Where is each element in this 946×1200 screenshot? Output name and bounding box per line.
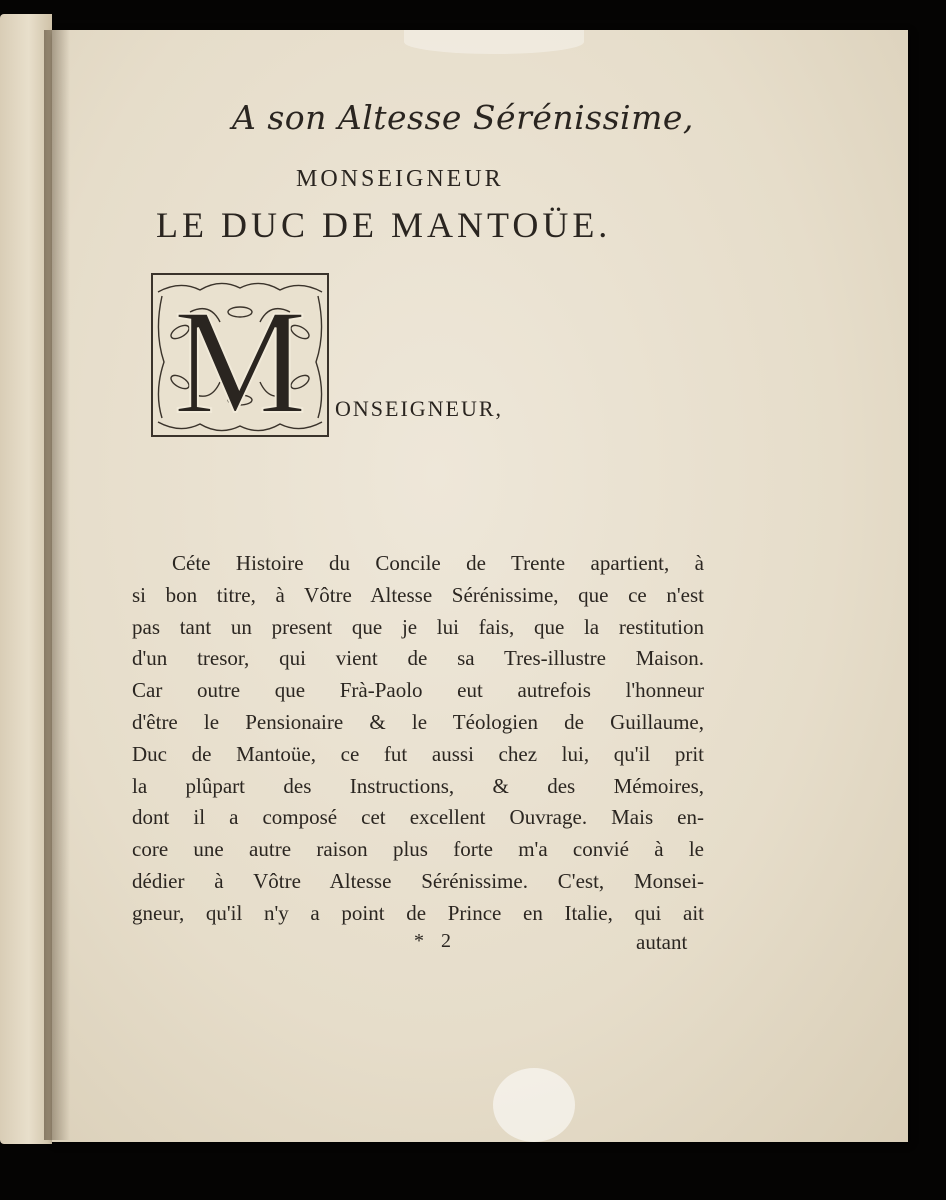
body-line: d'être le Pensionaire & le Téologien de Guillaume, xyxy=(132,709,704,734)
body-line: Car outre que Frà-Paolo eut autrefois l'honneur xyxy=(132,678,704,703)
gutter-shadow xyxy=(44,30,70,1140)
dedication-line: A son Altesse Sérénissime, xyxy=(232,98,694,137)
signature-mark: * 2 xyxy=(414,930,457,952)
title-line-monseigneur: MONSEIGNEUR xyxy=(296,166,504,192)
catchword: autant xyxy=(636,930,688,954)
body-line: dont il a composé cet excellent Ouvrage. Mais en- xyxy=(132,805,704,830)
body-line: dédier à Vôtre Altesse Sérénissime. C'est, Monsei- xyxy=(132,868,704,893)
body-line: pas tant un present que je lui fais, que la restitution xyxy=(132,614,704,639)
body-line: d'un tresor, qui vient de sa Tres-illustre Maison. xyxy=(132,646,704,671)
body-line: Céte Histoire du Concile de Trente apartient, à xyxy=(172,551,704,575)
body-line: si bon titre, à Vôtre Altesse Sérénissime, que ce n'est xyxy=(132,582,704,607)
paper-wear-top xyxy=(404,30,584,54)
body-line: core une autre raison plus forte m'a convié à le xyxy=(132,837,704,862)
body-line: gneur, qu'il n'y a point de Prince en Italie, qui ait xyxy=(132,900,704,925)
paper-spot xyxy=(493,1068,575,1142)
body-line: Duc de Mantoüe, ce fut aussi chez lui, qu'il prit xyxy=(132,741,704,766)
title-line-duc: LE DUC DE MANTOÜE. xyxy=(156,205,612,245)
decorated-initial xyxy=(150,272,330,438)
initial-letter: M xyxy=(173,279,307,438)
dedication-body xyxy=(132,548,704,930)
salutation: ONSEIGNEUR, xyxy=(335,396,504,421)
body-line: la plûpart des Instructions, & des Mémoires, xyxy=(132,773,704,798)
